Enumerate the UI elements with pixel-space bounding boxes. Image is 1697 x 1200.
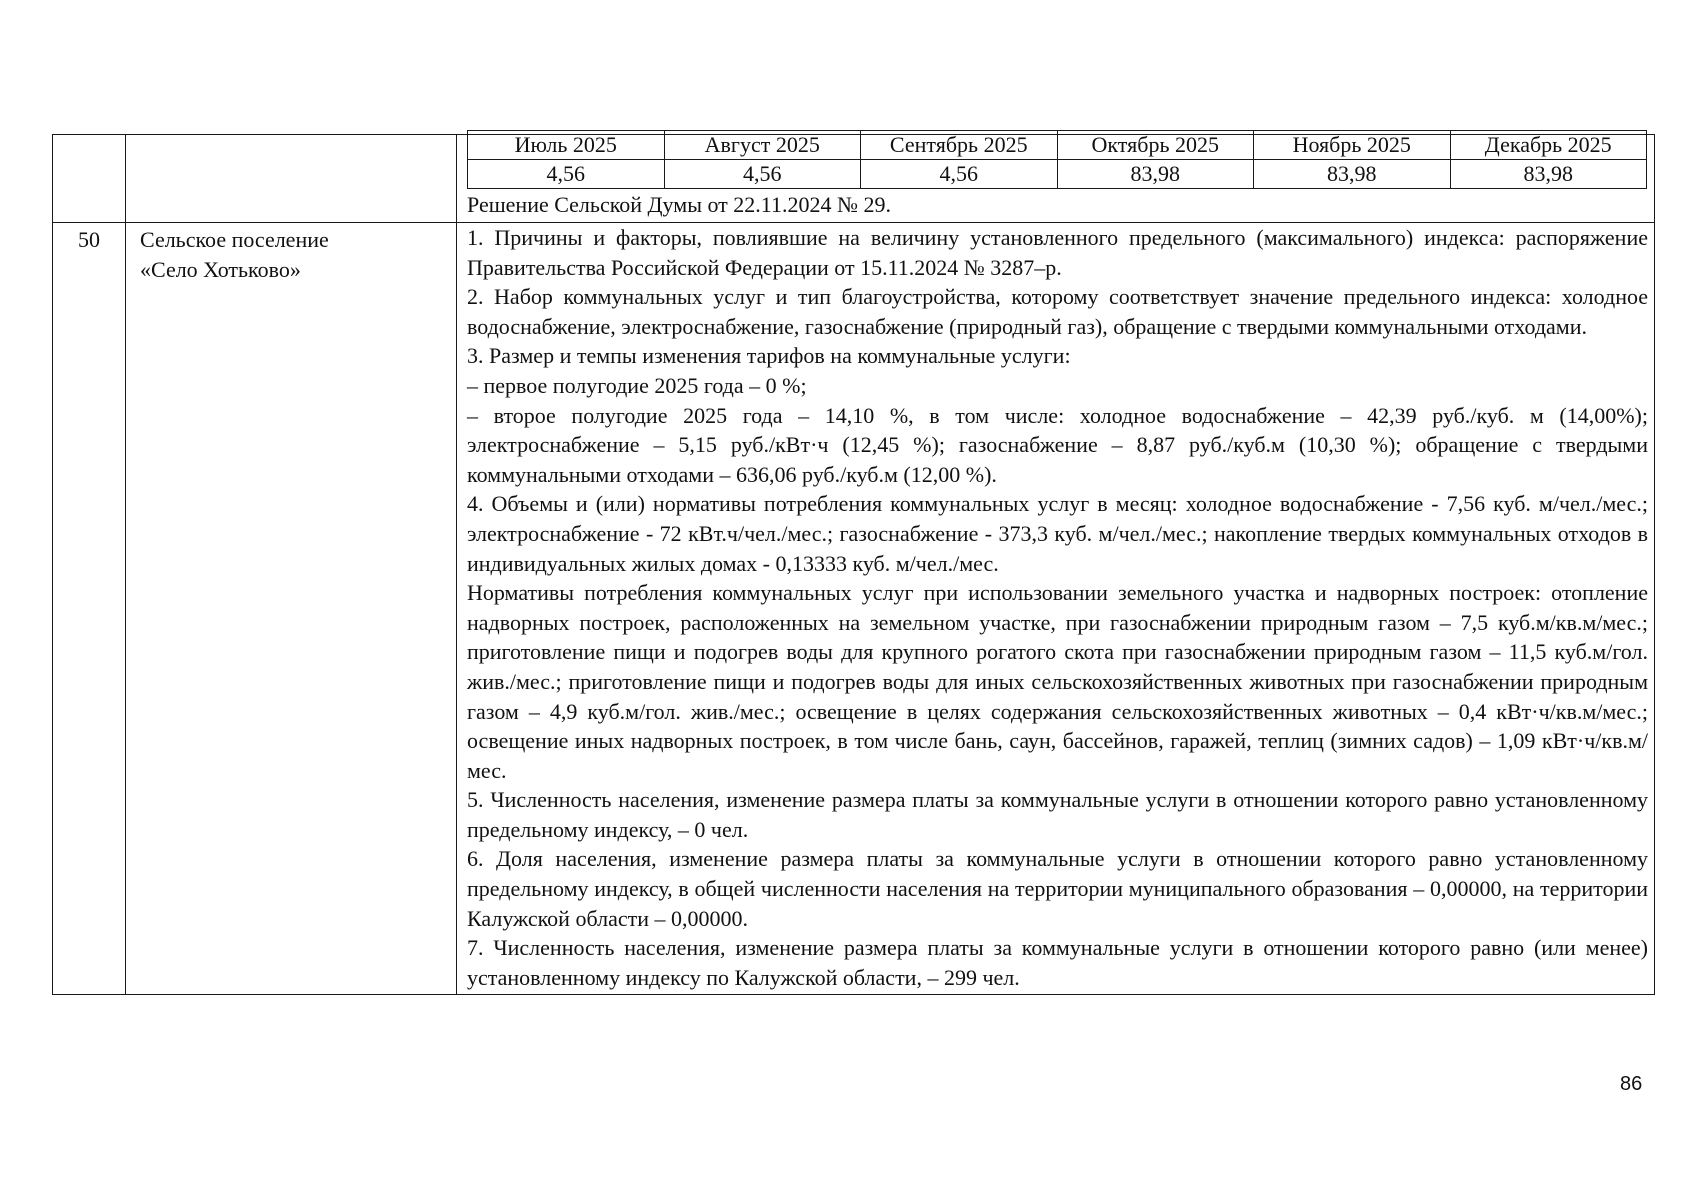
- row-number: 50: [53, 223, 126, 995]
- settlement-name-cell: [126, 223, 457, 995]
- table-row-continuation: [53, 135, 1655, 223]
- settlement-name-cell-empty: [126, 135, 457, 223]
- decision-reference: Решение Сельской Думы от 22.11.2024 № 29.: [467, 192, 891, 217]
- month-label: Ноябрь 2025: [1254, 131, 1451, 160]
- month-label: Сентябрь 2025: [861, 131, 1058, 160]
- row-number-cell-empty: [53, 135, 126, 223]
- paragraph-volumes: 4. Объемы и (или) нормативы потребления коммунальных услуг в месяц: холодное водоснабжение - 7,56 куб. м/чел./мес.; электроснабжение - 72 кВт.ч/чел./мес.; газоснабжение - 373,3 куб. м/чел./мес.; накопление твердых коммунальных отходов в индивидуальных жилых домах - 0,13333 куб. м/чел./мес.: [467, 491, 1648, 576]
- month-label: Октябрь 2025: [1057, 131, 1254, 160]
- table-row-50: [53, 223, 1655, 995]
- month-label: Август 2025: [664, 131, 861, 160]
- tariff-table: [52, 134, 1655, 995]
- monthly-index-table: [467, 130, 1647, 189]
- month-value-row: [468, 160, 1647, 189]
- month-label: Декабрь 2025: [1450, 131, 1647, 160]
- settlement-name-line2: «Село Хотьково»: [140, 256, 301, 282]
- paragraph-population-regional: 7. Численность населения, изменение размера платы за коммунальные услуги в отношении которого равно (или менее) установленному индексу по Калужской области, – 299 чел.: [467, 935, 1648, 990]
- description-cell: [457, 223, 1655, 995]
- paragraph-first-half: – первое полугодие 2025 года – 0 %;: [467, 372, 807, 398]
- month-label: Июль 2025: [468, 131, 665, 160]
- month-value: 83,98: [1057, 160, 1254, 189]
- paragraph-population: 5. Численность населения, изменение размера платы за коммунальные услуги в отношении которого равно установленному предельному индексу, – 0 чел.: [467, 787, 1648, 842]
- paragraph-population-share: 6. Доля населения, изменение размера платы за коммунальные услуги в отношении которого равно установленному предельному индексу, в общей численности населения на территории муниципального образования – 0,00000, на территории Калужской области – 0,00000.: [467, 846, 1648, 931]
- paragraph-second-half: – второе полугодие 2025 года – 14,10 %, в том числе: холодное водоснабжение – 42,39 руб./куб. м (14,00%); электроснабжение – 5,15 руб./кВт·ч (12,45 %); газоснабжение – 8,87 руб./куб.м (10,30 %); обращение с твердыми коммунальными отходами – 636,06 руб./куб.м (12,00 %).: [467, 402, 1648, 487]
- month-value: 4,56: [468, 160, 665, 189]
- paragraph-services-set: 2. Набор коммунальных услуг и тип благоустройства, которому соответствует значение предельного индекса: холодное водоснабжение, электроснабжение, газоснабжение (природный газ), обращение с твердыми коммунальными отходами.: [467, 284, 1648, 339]
- settlement-name-line1: Сельское поселение: [140, 227, 329, 252]
- month-value: 4,56: [861, 160, 1058, 189]
- month-value: 83,98: [1254, 160, 1451, 189]
- page-number: 86: [1620, 1073, 1643, 1095]
- indices-cell: [457, 132, 1655, 223]
- month-value: 83,98: [1450, 160, 1647, 189]
- paragraph-tariff-header: 3. Размер и темпы изменения тарифов на коммунальные услуги:: [467, 343, 1071, 369]
- month-value: 4,56: [664, 160, 861, 189]
- paragraph-norms: Нормативы потребления коммунальных услуг при использовании земельного участка и надворных построек: отопление надворных построек, расположенных на земельном участке, при газоснабжении природным газом – 7,5 куб.м/кв.м/мес.; приготовление пищи и подогрев воды для крупного рогатого скота при газоснабжении природным газом – 11,5 куб.м/гол. жив./мес.; приготовление пищи и подогрев воды для иных сельскохозяйственных животных при газоснабжении природным газом – 4,9 куб.м/гол. жив./мес.; освещение в целях содержания сельскохозяйственных животных – 0,4 кВт·ч/кв.м/мес.; освещение иных надворных построек, в том числе бань, саун, бассейнов, гаражей, теплиц (зимних садов) – 1,09 кВт·ч/кв.м/мес.: [467, 580, 1648, 783]
- month-header-row: [468, 131, 1647, 160]
- paragraph-causes: 1. Причины и факторы, повлиявшие на величину установленного предельного (максимального) индекса: распоряжение Правительства Российской Федерации от 15.11.2024 № 3287–р.: [467, 225, 1648, 280]
